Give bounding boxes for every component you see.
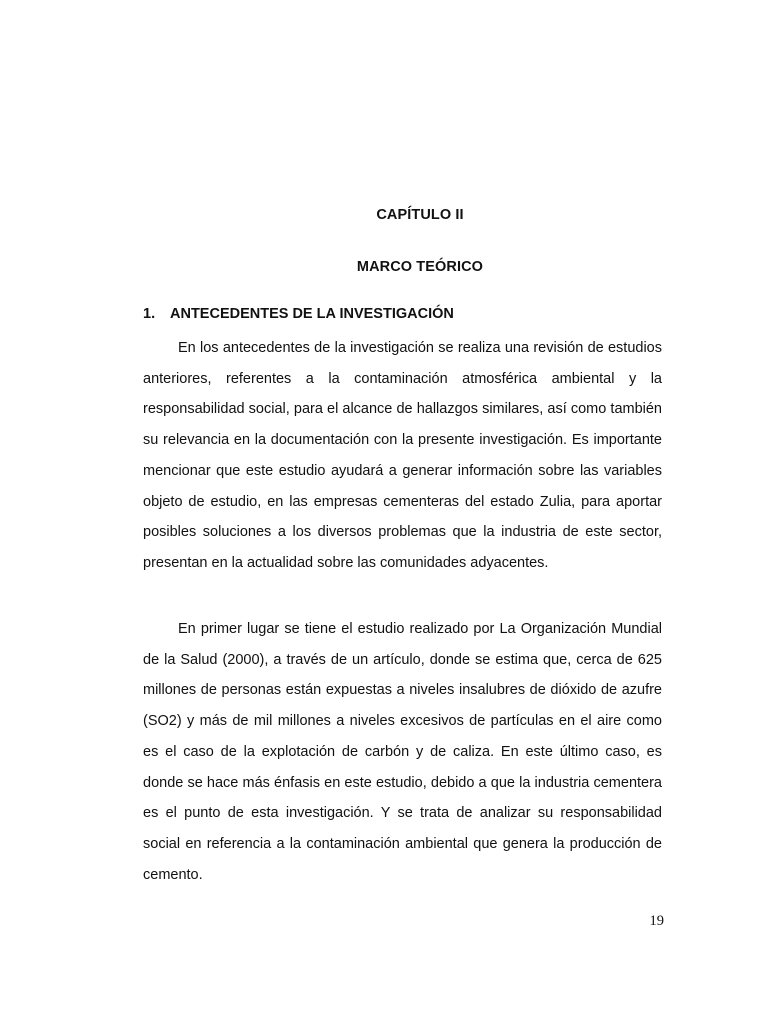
chapter-title: CAPÍTULO II (376, 207, 464, 223)
heading-title: ANTECEDENTES DE LA INVESTIGACIÓN (170, 306, 454, 322)
heading-number: 1. (143, 306, 156, 322)
paragraph-2 (143, 614, 662, 890)
section-title: MARCO TEÓRICO (356, 259, 484, 275)
paragraph-2-text: En primer lugar se tiene el estudio realizado por La Organización Mundial de la Salud (2000), a través de un artículo, donde se estima que, cerca de 625 millones de personas están expuestas a niveles insalubres de dióxido de azufre (SO2) y más de mil millones a niveles excesivos de partículas en el aire como es el caso de la explotación de carbón y de caliza. En este último caso, es donde se hace más énfasis en este estudio, debido a que la industria cementera es el punto de esta investigación. Y se trata de analizar su responsabilidad social en referencia a la contaminación ambiental que genera la producción de cemento. (143, 621, 662, 883)
page-number: 19 (649, 913, 664, 929)
paragraph-1 (143, 333, 662, 579)
section-heading (143, 306, 454, 322)
paragraph-1-text: En los antecedentes de la investigación se realiza una revisión de estudios anteriores, referentes a la contaminación atmosférica ambiental y la responsabilidad social, para el alcance de hallazgos similares, así como también su relevancia en la documentación con la presente investigación. Es importante mencionar que este estudio ayudará a generar información sobre las variables objeto de estudio, en las empresas cementeras del estado Zulia, para aportar posibles soluciones a los diversos problemas que la industria de este sector, presentan en la actualidad sobre las comunidades adyacentes. (143, 340, 662, 571)
